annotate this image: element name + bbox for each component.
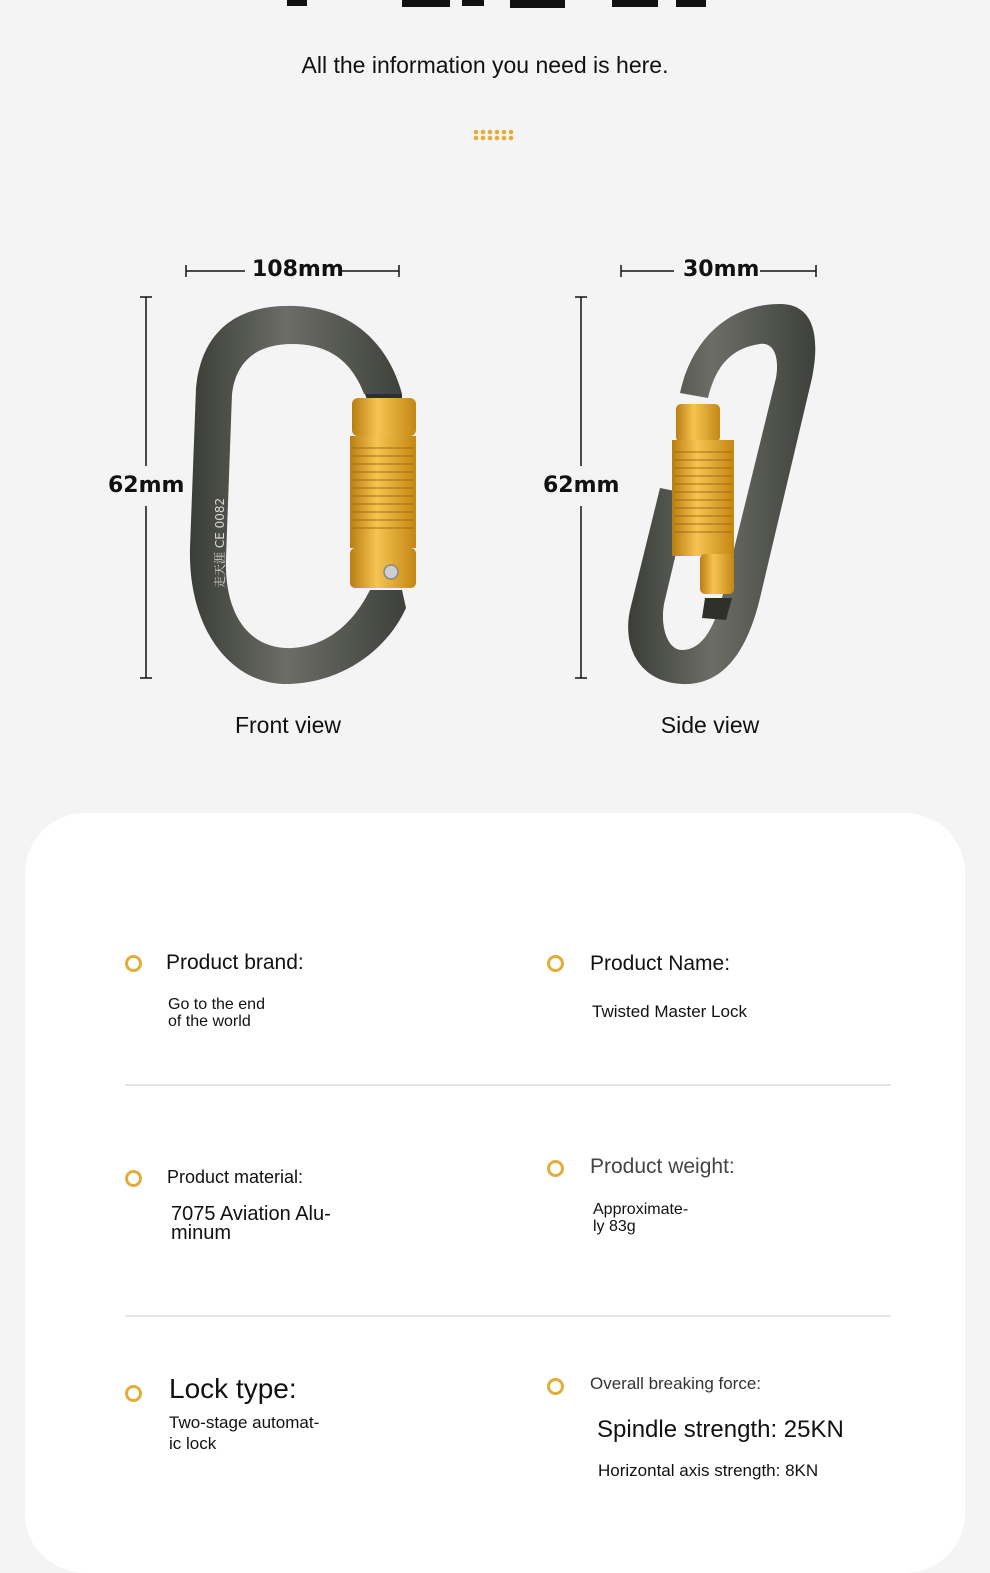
- lock-type-label: Lock type:: [169, 1373, 297, 1404]
- front-height-label: 62mm: [108, 473, 185, 498]
- brand-value-line2: of the world: [168, 1013, 251, 1030]
- brand-value-line1: Go to the end: [168, 996, 265, 1013]
- weight-label: Product weight:: [590, 1155, 735, 1178]
- bullet-icon: [547, 1378, 564, 1395]
- carabiner-engraving: 走天涯 CE 0082: [213, 497, 227, 588]
- material-label: Product material:: [167, 1167, 304, 1187]
- spec-card: [25, 813, 965, 1573]
- lock-type-value-line1: Two-stage automat-: [169, 1413, 320, 1432]
- front-width-label: 108mm: [252, 257, 344, 282]
- brand-label: Product brand:: [166, 951, 304, 974]
- decorative-dots: [473, 129, 517, 141]
- bullet-icon: [125, 1385, 142, 1402]
- product-name-value: Twisted Master Lock: [592, 1002, 747, 1021]
- carabiner-front-image: [180, 298, 430, 690]
- side-width-label: 30mm: [683, 257, 760, 282]
- material-value-line2: minum: [171, 1222, 232, 1244]
- divider: [125, 1315, 891, 1317]
- divider: [125, 1084, 891, 1086]
- bullet-icon: [125, 1170, 142, 1187]
- front-view-caption: Front view: [234, 712, 342, 738]
- bullet-icon: [125, 955, 142, 972]
- material-value-line1: 7075 Aviation Alu-: [171, 1203, 331, 1225]
- product-name-label: Product Name:: [590, 952, 731, 975]
- breaking-force-label: Overall breaking force:: [590, 1374, 762, 1393]
- bullet-icon: [547, 955, 564, 972]
- weight-value-line2: ly 83g: [593, 1218, 636, 1235]
- page-subtitle: All the information you need is here.: [301, 52, 669, 78]
- spindle-strength-value: Spindle strength: 25KN: [597, 1416, 844, 1443]
- side-height-label: 62mm: [543, 473, 620, 498]
- carabiner-side-image: [620, 298, 825, 690]
- heading-fragment: [0, 0, 990, 12]
- bullet-icon: [547, 1160, 564, 1177]
- side-view-caption: Side view: [660, 712, 760, 738]
- weight-value-line1: Approximate-: [593, 1201, 689, 1218]
- lock-type-value-line2: ic lock: [169, 1434, 217, 1453]
- horizontal-strength-value: Horizontal axis strength: 8KN: [598, 1461, 819, 1480]
